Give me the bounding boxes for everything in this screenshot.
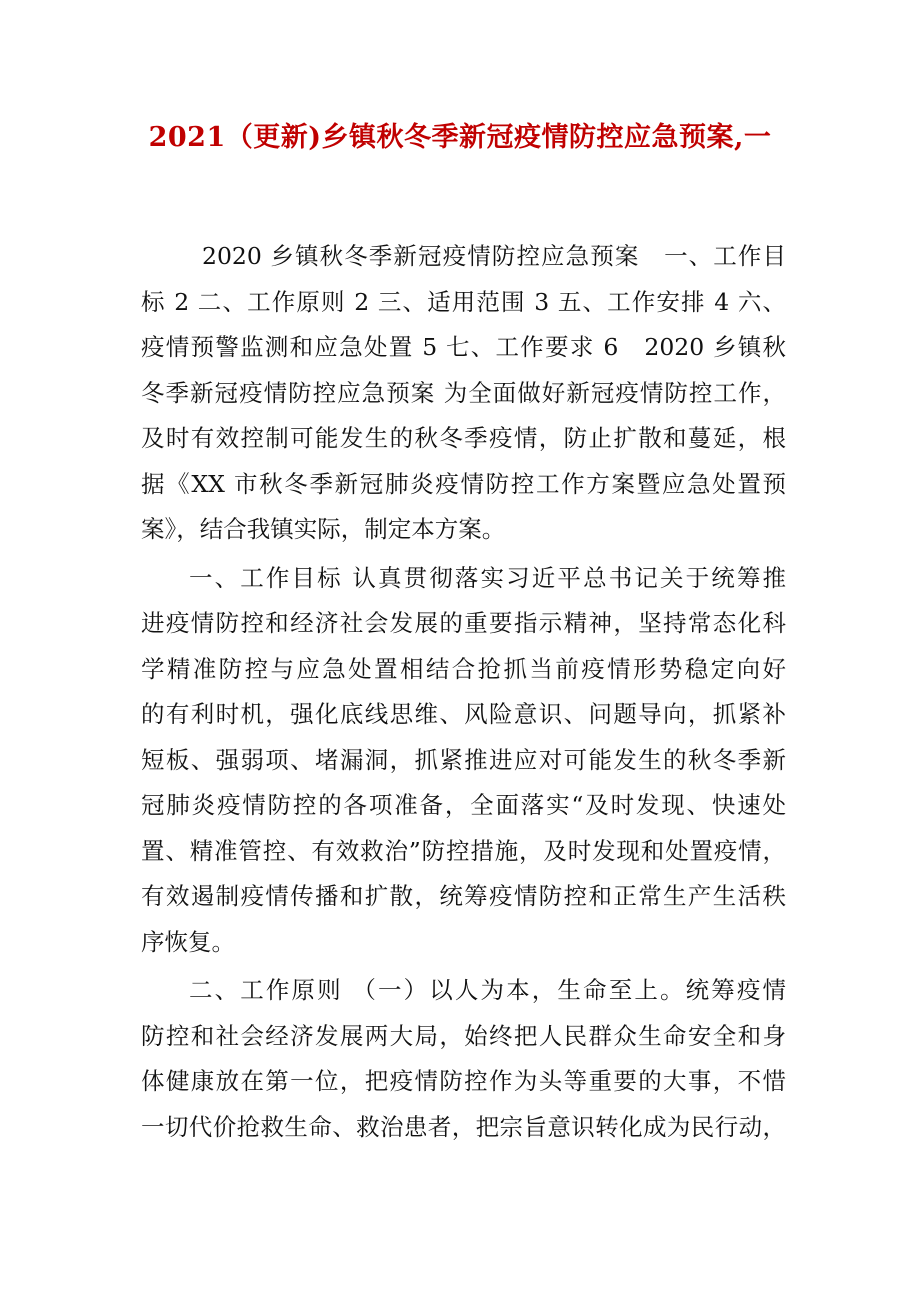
- text-line: 标 2 二、工作原则 2 三、适用范围 3 五、工作安排 4 六、: [141, 287, 786, 316]
- paragraph-work-principles: [141, 968, 786, 1150]
- text-line: 一、工作目标 认真贯彻落实习近平总书记关于统筹推: [189, 563, 786, 592]
- text-line: 的有利时机，强化底线思维、风险意识、问题导向，抓紧补: [141, 700, 786, 728]
- text-line: 置、精准管控、有效救治”防控措施，及时发现和处置疫情，: [141, 836, 786, 865]
- text-line: 案》，结合我镇实际，制定本方案。: [141, 515, 506, 543]
- text-line: 二、工作原则 （一）以人为本，生命至上。统筹疫情: [189, 976, 786, 1004]
- text-line: 有效遏制疫情传播和扩散，统筹疫情防控和正常生产生活秩: [141, 882, 786, 910]
- text-line: 及时有效控制可能发生的秋冬季疫情，防止扩散和蔓延，根: [141, 424, 786, 452]
- text-line: 进疫情防控和经济社会发展的重要指示精神，坚持常态化科: [141, 609, 786, 637]
- text-line: 一切代价抢救生命、救治患者，把宗旨意识转化成为民行动，: [141, 1112, 786, 1141]
- text-line: 体健康放在第一位，把疫情防控作为头等重要的大事，不惜: [141, 1067, 786, 1095]
- text-line: 序恢复。: [141, 927, 235, 956]
- text-line: 冠肺炎疫情防控的各项准备，全面落实“及时发现、快速处: [141, 791, 786, 819]
- text-line: 冬季新冠疫情防控应急预案 为全面做好新冠疫情防控工作，: [141, 378, 786, 407]
- paragraph-work-goals: [141, 556, 786, 966]
- text-line: 短板、强弱项、堵漏洞，抓紧推进应对可能发生的秋冬季新: [141, 745, 786, 774]
- text-line: 2020 乡镇秋冬季新冠疫情防控应急预案 一、工作目: [202, 242, 786, 270]
- text-line: 防控和社会经济发展两大局，始终把人民群众生命安全和身: [141, 1021, 786, 1050]
- paragraph-table-of-contents: [141, 234, 786, 553]
- text-line: 学精准防控与应急处置相结合抢抓当前疫情形势稳定向好: [141, 654, 786, 683]
- text-line: 疫情预警监测和应急处置 5 七、工作要求 6 2020 乡镇秋: [141, 333, 786, 361]
- document-title: 2021（更新)乡镇秋冬季新冠疫情防控应急预案,一: [148, 122, 772, 153]
- document-body: [141, 234, 786, 1150]
- text-line: 据《XX 市秋冬季新冠肺炎疫情防控工作方案暨应急处置预: [141, 469, 786, 498]
